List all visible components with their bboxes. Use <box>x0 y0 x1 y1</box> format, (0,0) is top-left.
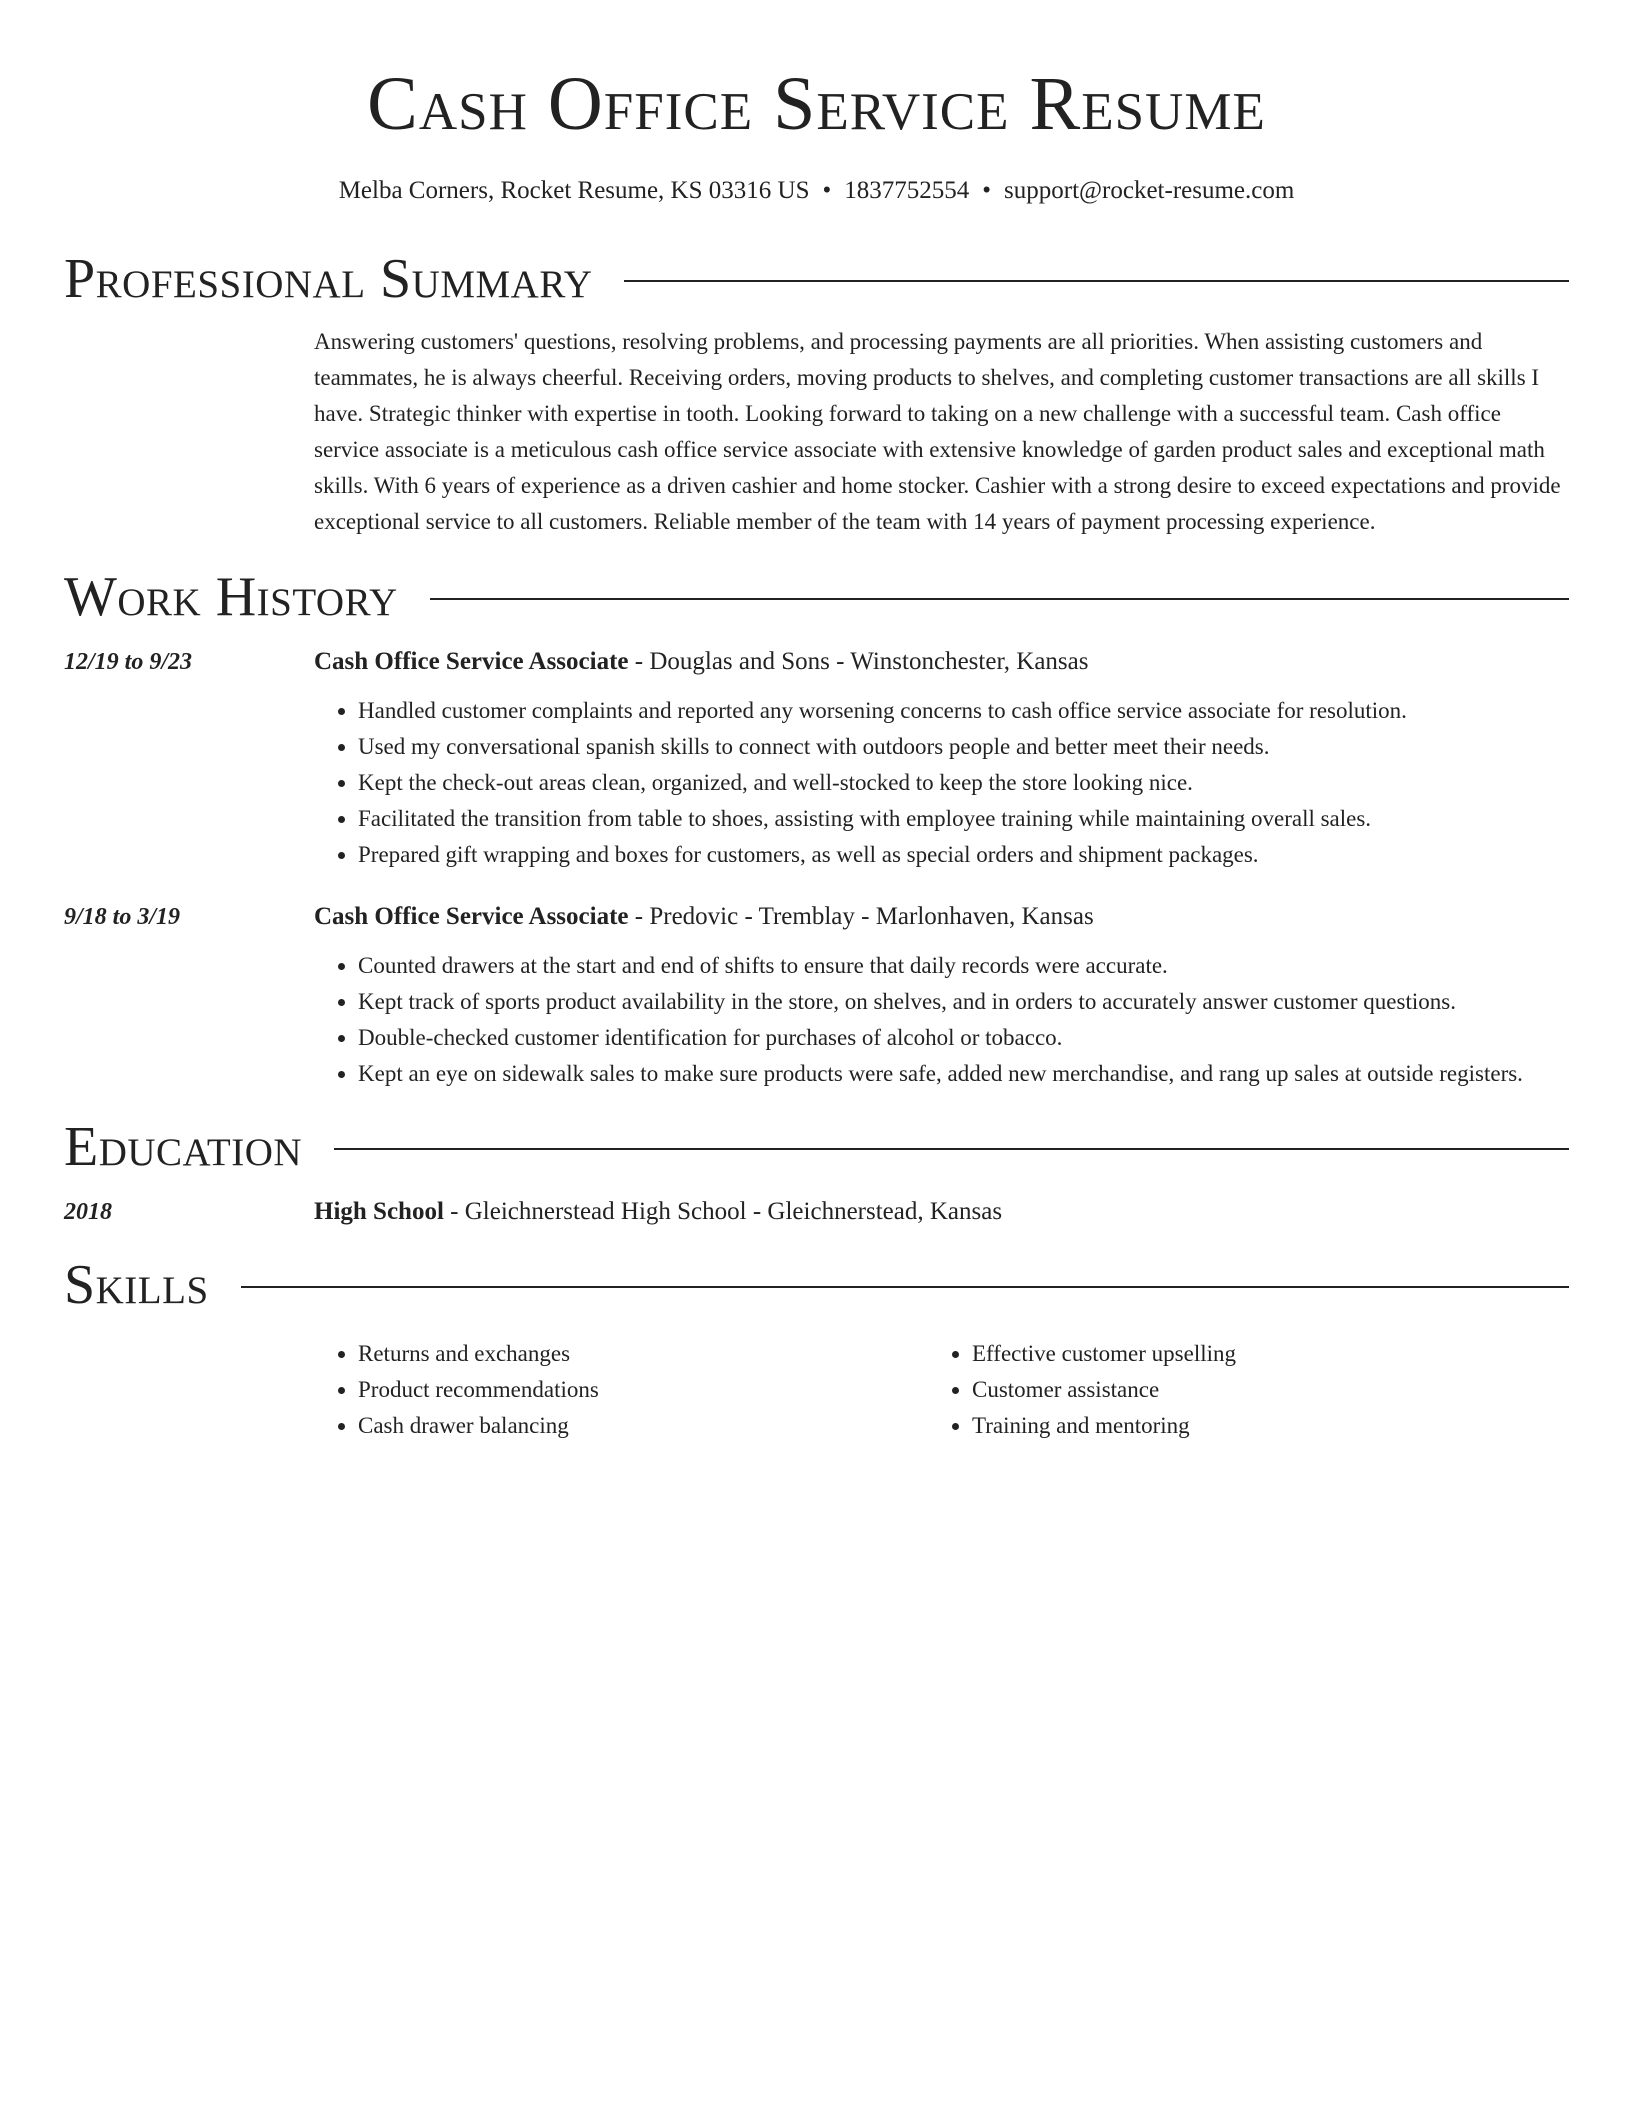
job-bullet: • Kept an eye on sidewalk sales to make sure products were safe, added new merchandise, and rang up sales at outside registers. <box>358 1056 1569 1092</box>
education-year: 2018 <box>64 1199 112 1225</box>
work-section-header <box>64 562 1569 632</box>
skill-item: • Training and mentoring <box>972 1408 1542 1444</box>
job-bullet: • Handled customer complaints and reported any worsening concerns to cash office service associate for resolution. <box>358 693 1569 729</box>
education-entry <box>64 1198 1569 1226</box>
job-bullets <box>314 948 1569 1092</box>
summary-text: Answering customers' questions, resolving problems, and processing payments are all priorities. When assisting customers and teammates, he is always cheerful. Receiving orders, moving products to shelves, and completing customer transactions are all skills I have. Strategic thinker with expertise in tooth. Looking forward to taking on a new challenge with a successful team. Cash office service associate is a meticulous cash office service associate with extensive knowledge of garden product sales and exceptional math skills. With 6 years of experience as a driven cashier and home stocker. Cashier with a strong desire to exceed expectations and provide exceptional service to all customers. Reliable member of the team with 14 years of payment processing experience. <box>314 329 1561 534</box>
job-employer: - Predovic - Tremblay - Marlonhaven, Kansas <box>628 903 1094 930</box>
education-headline <box>314 1198 1002 1226</box>
skill-item: • Cash drawer balancing <box>358 1408 928 1444</box>
resume-title: Cash Office Service Resume <box>367 62 1266 146</box>
job-bullet: • Facilitated the transition from table to shoes, assisting with employee training while maintaining overall sales. <box>358 801 1569 837</box>
job-title: Cash Office Service Associate <box>314 903 629 930</box>
job-dates: 9/18 to 3/19 <box>64 904 181 930</box>
education-heading: Education <box>64 1116 303 1178</box>
job-entry <box>64 648 1569 676</box>
contact-email: support@rocket-resume.com <box>1004 177 1295 204</box>
job-entry <box>64 903 1569 931</box>
section-divider <box>430 598 1569 600</box>
education-degree: High School <box>314 1198 444 1225</box>
skills-heading: Skills <box>64 1254 209 1316</box>
contact-phone: 1837752554 <box>844 177 970 204</box>
job-dates: 12/19 to 9/23 <box>64 649 193 675</box>
skill-item: • Customer assistance <box>972 1372 1542 1408</box>
job-headline <box>314 903 1094 931</box>
contact-separator: • <box>822 177 832 204</box>
job-bullet: • Counted drawers at the start and end of shifts to ensure that daily records were accurate. <box>358 948 1569 984</box>
summary-heading: Professional Summary <box>64 248 593 310</box>
skill-item: • Returns and exchanges <box>358 1336 928 1372</box>
job-bullet: • Kept track of sports product availability in the store, on shelves, and in orders to accurately answer customer questions. <box>358 984 1569 1020</box>
job-bullet: • Used my conversational spanish skills to connect with outdoors people and better meet their needs. <box>358 729 1569 765</box>
job-title: Cash Office Service Associate <box>314 648 629 675</box>
job-bullet: • Prepared gift wrapping and boxes for customers, as well as special orders and shipment packages. <box>358 837 1569 873</box>
job-headline <box>314 648 1088 676</box>
contact-line <box>64 174 1569 208</box>
summary-section-header <box>64 244 1569 314</box>
skills-column-left <box>314 1336 928 1444</box>
skills-grid <box>314 1336 1569 1444</box>
contact-separator: • <box>982 177 992 204</box>
section-divider <box>624 280 1569 282</box>
section-divider <box>241 1286 1569 1288</box>
job-bullets <box>314 693 1569 873</box>
skill-item: • Product recommendations <box>358 1372 928 1408</box>
job-employer: - Douglas and Sons - Winstonchester, Kansas <box>628 648 1089 675</box>
education-section-header <box>64 1112 1569 1182</box>
work-heading: Work History <box>64 566 398 628</box>
job-bullet: • Double-checked customer identification for purchases of alcohol or tobacco. <box>358 1020 1569 1056</box>
skills-section-header <box>64 1250 1569 1320</box>
contact-address: Melba Corners, Rocket Resume, KS 03316 US <box>338 177 810 204</box>
education-school: - Gleichnerstead High School - Gleichnerstead, Kansas <box>443 1198 1003 1225</box>
skills-column-right <box>928 1336 1542 1444</box>
skill-item: • Effective customer upselling <box>972 1336 1542 1372</box>
job-bullet: • Kept the check-out areas clean, organized, and well-stocked to keep the store looking nice. <box>358 765 1569 801</box>
section-divider <box>334 1148 1569 1150</box>
